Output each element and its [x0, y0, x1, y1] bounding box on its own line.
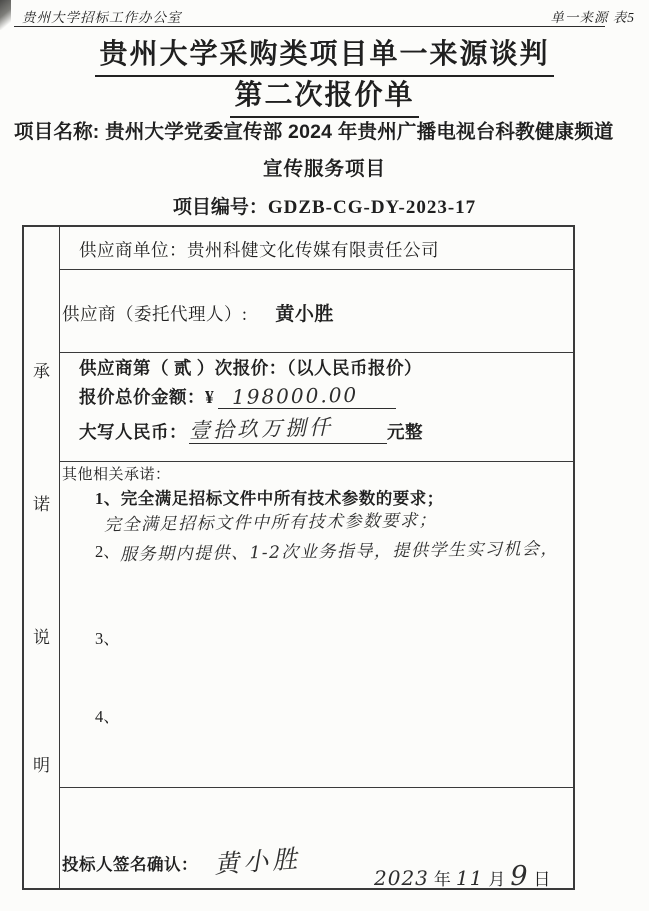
table-row-divider-4 — [60, 787, 573, 788]
document-title-line2-wrap — [0, 73, 649, 118]
date-year-unit: 年 — [433, 870, 451, 889]
quote-words-label: 大写人民币： — [79, 422, 187, 442]
agent-row — [62, 299, 334, 326]
agent-name-value: 黄小胜 — [275, 304, 334, 325]
quote-words-line — [79, 413, 423, 444]
date-row — [374, 861, 556, 892]
date-day-handwritten: 9 — [510, 861, 529, 892]
quote-amount-line — [79, 384, 396, 409]
table-row-divider-1 — [60, 269, 573, 270]
header-rule — [14, 26, 605, 27]
date-year-handwritten: 2023 — [374, 866, 429, 890]
document-title-line1: 贵州大学采购类项目单一来源谈判 — [95, 32, 553, 77]
project-number-line — [0, 192, 649, 219]
quote-words-blank — [189, 413, 387, 444]
commitment-item-1: 1、完全满足招标文件中所有技术参数的要求； — [95, 489, 444, 508]
document-title-line1-wrap — [0, 32, 649, 77]
date-day-unit: 日 — [533, 870, 551, 889]
commitment-item-1-handwritten-wrap — [103, 508, 438, 536]
supplier-unit-label: 供应商单位： — [79, 240, 187, 260]
scan-corner-artifact — [0, 0, 11, 30]
project-name-line1 — [14, 116, 636, 144]
quote-amount-label: 报价总价金额：¥ — [79, 387, 215, 407]
header-office-name: 贵州大学招标工作办公室 — [22, 10, 182, 25]
commitment-item-1-handwritten: 完全满足招标文件中所有技术参数要求； — [103, 510, 438, 536]
project-number-value: GDZB-CG-DY-2023-17 — [267, 197, 477, 218]
quote-amount-blank — [218, 384, 396, 409]
side-label-char-1: 承 — [33, 362, 50, 381]
date-month-handwritten: 11 — [455, 866, 484, 890]
commitment-item-2-number: 2、 — [95, 542, 120, 561]
agent-label: 供应商（委托代理人）: — [62, 304, 248, 324]
supplier-unit-value: 贵州科健文化传媒有限责任公司 — [187, 240, 439, 260]
quote-words-suffix: 元整 — [387, 422, 423, 442]
document-title-line2: 第二次报价单 — [230, 73, 418, 118]
signature-label: 投标人签名确认： — [62, 855, 198, 874]
signature-row — [62, 842, 301, 878]
project-name-line2: 宣传服务项目 — [262, 158, 386, 180]
date-month-unit: 月 — [488, 870, 506, 889]
quotation-table — [22, 225, 575, 890]
quote-words-handwritten: 壹拾玖万捌仟 — [188, 415, 334, 443]
commitment-item-4: 4、 — [95, 707, 120, 726]
project-name-value: 贵州大学党委宣传部 2024 年贵州广播电视台科教健康频道 — [99, 121, 614, 143]
table-inner-vertical-line — [59, 227, 60, 888]
table-row-divider-3 — [60, 461, 573, 462]
commitments-header: 其他相关承诺： — [62, 467, 171, 483]
side-label-char-4: 明 — [33, 756, 50, 775]
commitment-item-2-handwritten: 服务期内提供、1-2次业务指导，提供学生实习机会， — [119, 538, 559, 566]
project-number-label: 项目编号： — [172, 197, 268, 218]
commitment-item-2 — [95, 537, 559, 566]
quote-amount-handwritten: 198000.00 — [232, 382, 359, 409]
project-name-label: 项目名称: — [14, 121, 100, 143]
supplier-unit-row — [79, 237, 439, 262]
signature-handwritten: 黄小胜 — [213, 843, 303, 879]
side-label-char-2: 诺 — [33, 495, 50, 514]
side-label-char-3: 说 — [33, 628, 50, 647]
header-form-label: 单一来源 表5 — [550, 10, 635, 25]
quote-round-line: 供应商第（ 贰 ）次报价：（以人民币报价） — [79, 358, 422, 378]
table-row-divider-2 — [60, 352, 573, 353]
commitment-item-3: 3、 — [95, 629, 120, 648]
